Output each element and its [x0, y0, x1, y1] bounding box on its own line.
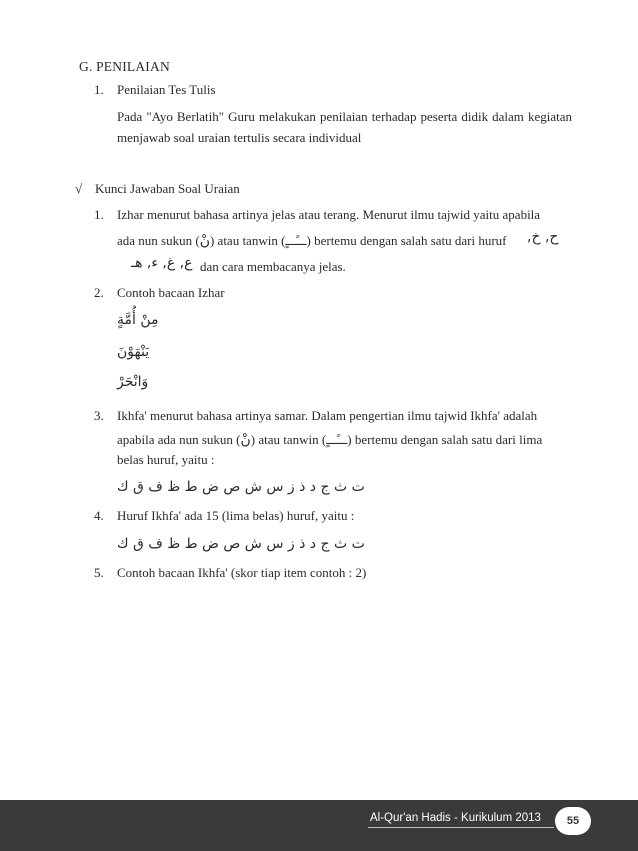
- section-title: G. PENILAIAN: [79, 59, 170, 74]
- arabic-example: وَانْحَرْ: [117, 374, 149, 390]
- item-number: 3.: [94, 408, 104, 423]
- footer-divider: [368, 827, 554, 828]
- item-number: 4.: [94, 508, 104, 523]
- item-text: dan cara membacanya jelas.: [200, 259, 346, 274]
- item-label: Huruf Ikhfa' ada 15 (lima belas) huruf, yaitu :: [117, 508, 355, 523]
- text-fragment: apabila ada nun sukun (: [117, 432, 241, 447]
- text-fragment: ) bertemu dengan salah satu dari lima: [347, 432, 543, 447]
- text-fragment: ) bertemu dengan salah satu dari huruf: [306, 233, 507, 248]
- tanwin-glyph: ـــًـــٍ: [326, 433, 348, 447]
- nun-sukun-glyph: نْ: [199, 233, 210, 249]
- item-text-line: [117, 231, 507, 251]
- arabic-example: مِنْ أُمَّةٍ: [117, 312, 159, 328]
- text-fragment: ) atau tanwin (: [209, 233, 286, 248]
- item-text: belas huruf, yaitu :: [117, 452, 215, 467]
- page-number: 55: [555, 807, 591, 835]
- item-text: Izhar menurut bahasa artinya jelas atau terang. Menurut ilmu tajwid yaitu apabila: [117, 207, 541, 222]
- item-label: Contoh bacaan Ikhfa' (skor tiap item contoh : 2): [117, 565, 367, 580]
- item-number: 5.: [94, 565, 104, 580]
- tanwin-glyph: ـــًـــٍ: [285, 234, 307, 248]
- arabic-letters: ع, غ, ء, هـ: [131, 255, 193, 271]
- book-title: Al-Qur'an Hadis - Kurikulum 2013: [370, 812, 541, 824]
- item-number: 2.: [94, 285, 104, 300]
- item-paragraph: Pada "Ayo Berlatih" Guru melakukan penilaian terhadap peserta didik dalam kegiatan menjawab soal uraian tertulis secara individual: [117, 109, 572, 145]
- item-text: Ikhfa' menurut bahasa artinya samar. Dalam pengertian ilmu tajwid Ikhfa' adalah: [117, 408, 538, 423]
- arabic-letters: ح, خ,: [527, 229, 559, 245]
- footer-bar: [0, 800, 638, 851]
- arabic-letters: ت ث ج د ذ ز س ش ص ض ط ظ ف ق ك: [117, 479, 365, 495]
- arabic-example: يَنْهَوْنَ: [117, 344, 150, 360]
- item-number: 1.: [94, 207, 104, 222]
- answer-key-title: Kunci Jawaban Soal Uraian: [95, 181, 240, 196]
- arabic-letters: ت ث ج د ذ ز س ش ص ض ط ظ ف ق ك: [117, 536, 365, 552]
- item-label: Penilaian Tes Tulis: [117, 82, 216, 97]
- item-label: Contoh bacaan Izhar: [117, 285, 225, 300]
- item-text-line: [117, 430, 542, 450]
- check-mark-icon: √: [75, 181, 83, 196]
- text-fragment: ada nun sukun (: [117, 233, 200, 248]
- nun-sukun-glyph: نْ: [240, 432, 251, 448]
- item-number: 1.: [94, 82, 104, 97]
- text-fragment: ) atau tanwin (: [250, 432, 327, 447]
